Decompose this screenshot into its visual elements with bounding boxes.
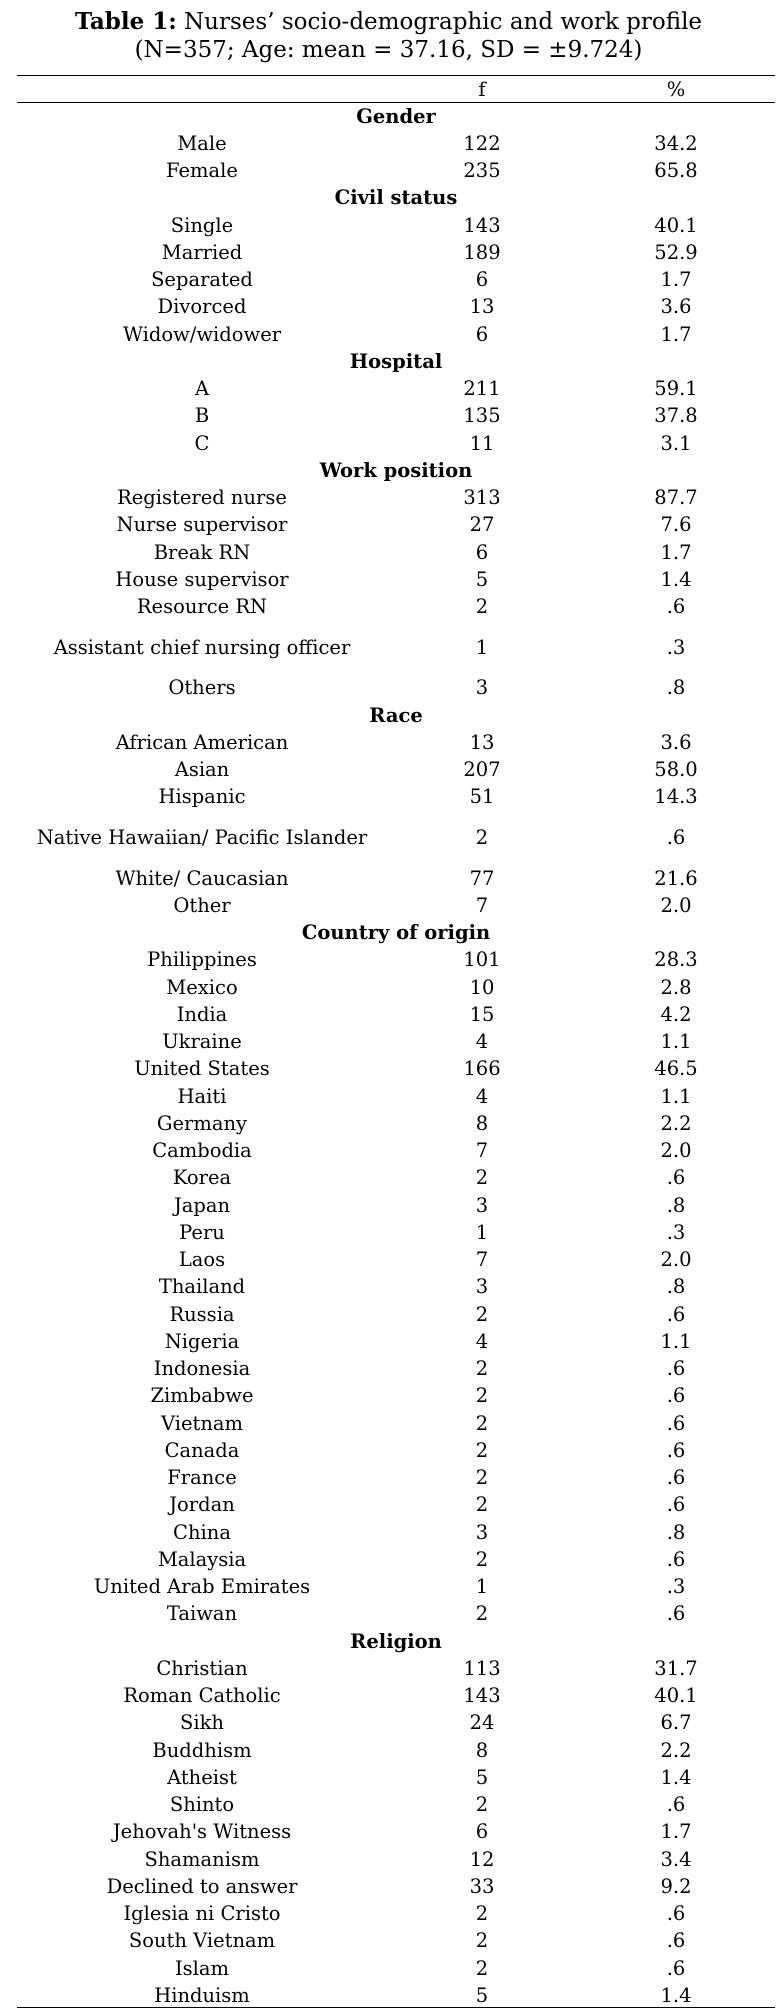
row-frequency: 11 <box>469 431 495 455</box>
section-title: Gender <box>356 104 436 128</box>
table-row <box>17 1764 775 1791</box>
row-frequency: 211 <box>463 377 501 401</box>
table-row <box>17 1873 775 1900</box>
table-row <box>17 485 775 512</box>
section-header-work-position <box>17 457 775 484</box>
row-percent: .6 <box>666 1902 686 1926</box>
row-percent: .8 <box>666 1520 686 1544</box>
row-label: United Arab Emirates <box>93 1575 311 1599</box>
table-row <box>17 1192 775 1219</box>
row-percent: .6 <box>666 1302 686 1326</box>
section-title: Hospital <box>349 349 443 373</box>
row-percent: 3.6 <box>660 295 692 319</box>
row-percent: 1.1 <box>660 1030 692 1054</box>
row-frequency: 1 <box>475 1575 489 1599</box>
table-header-row <box>17 78 775 103</box>
row-label: House supervisor <box>115 567 289 591</box>
section-title: Civil status <box>334 186 458 210</box>
section-header-gender <box>17 103 775 131</box>
table-row <box>17 947 775 974</box>
table-row <box>17 321 775 348</box>
row-frequency: 2 <box>475 1493 489 1517</box>
row-frequency: 143 <box>463 1684 501 1708</box>
row-percent: .3 <box>666 635 686 659</box>
row-label: Male <box>177 131 227 155</box>
table-row <box>17 403 775 430</box>
table-row <box>17 892 775 919</box>
row-frequency: 2 <box>475 1166 489 1190</box>
row-frequency: 189 <box>463 240 501 264</box>
section-title: Religion <box>350 1629 442 1653</box>
row-frequency: 2 <box>475 1902 489 1926</box>
table-row <box>17 1492 775 1519</box>
row-percent: 1.4 <box>660 1765 692 1789</box>
table-title: Nurses’ socio-demographic and work profile <box>184 9 703 35</box>
table-row <box>17 1737 775 1764</box>
table-row <box>17 1328 775 1355</box>
table-row <box>17 594 775 621</box>
row-percent: 1.7 <box>660 322 692 346</box>
row-percent: .6 <box>666 1793 686 1817</box>
row-percent: 1.7 <box>660 1820 692 1844</box>
table-row <box>17 376 775 403</box>
row-frequency: 101 <box>463 948 501 972</box>
row-frequency: 2 <box>475 1357 489 1381</box>
row-label: Hinduism <box>154 1983 250 2007</box>
row-label: Atheist <box>167 1765 237 1789</box>
row-label: Others <box>168 676 236 700</box>
row-label: Taiwan <box>166 1602 238 1626</box>
row-percent: .6 <box>666 1411 686 1435</box>
row-percent: 9.2 <box>660 1874 692 1898</box>
row-label: Vietnam <box>160 1411 244 1435</box>
table-bottom-rule <box>17 2007 775 2008</box>
table-row <box>17 1029 775 1056</box>
table-row <box>17 784 775 811</box>
table-row <box>17 865 775 892</box>
row-frequency: 6 <box>475 268 489 292</box>
row-percent: 1.1 <box>660 1329 692 1353</box>
table-row <box>17 512 775 539</box>
table-row <box>17 1955 775 1982</box>
section-title: Country of origin <box>301 921 491 945</box>
row-label: Single <box>170 213 234 237</box>
table-row <box>17 1138 775 1165</box>
row-percent: 52.9 <box>654 240 698 264</box>
row-frequency: 7 <box>475 893 489 917</box>
table-row <box>17 1982 775 2009</box>
table-row <box>17 1165 775 1192</box>
section-header-religion <box>17 1628 775 1655</box>
table-row <box>17 539 775 566</box>
row-percent: 1.1 <box>660 1084 692 1108</box>
row-frequency: 235 <box>463 159 501 183</box>
row-label: Germany <box>156 1111 248 1135</box>
table-row <box>17 1465 775 1492</box>
row-frequency: 5 <box>475 1765 489 1789</box>
row-frequency: 135 <box>463 404 501 428</box>
table-label: Table 1: <box>74 8 177 35</box>
table-row <box>17 1083 775 1110</box>
table-row <box>17 430 775 457</box>
row-percent: .6 <box>666 1166 686 1190</box>
row-frequency: 143 <box>463 213 501 237</box>
table-row <box>17 621 775 675</box>
row-label: Iglesia ni Cristo <box>123 1902 281 1926</box>
row-label: Break RN <box>153 540 251 564</box>
row-label: Married <box>161 240 243 264</box>
row-label: White/ Caucasian <box>115 866 289 890</box>
row-frequency: 2 <box>475 1411 489 1435</box>
row-percent: 1.4 <box>660 567 692 591</box>
row-label: Laos <box>178 1248 226 1272</box>
row-label: Canada <box>164 1438 240 1462</box>
row-percent: 7.6 <box>660 513 692 537</box>
section-header-country <box>17 920 775 947</box>
row-percent: 1.4 <box>660 1983 692 2007</box>
row-label: Separated <box>151 268 253 292</box>
row-frequency: 2 <box>475 1956 489 1980</box>
row-percent: 37.8 <box>654 404 698 428</box>
table-row <box>17 729 775 756</box>
table-row <box>17 130 775 157</box>
row-frequency: 5 <box>475 567 489 591</box>
table-row <box>17 267 775 294</box>
table-row <box>17 1928 775 1955</box>
row-frequency: 2 <box>475 1438 489 1462</box>
table-row <box>17 1901 775 1928</box>
row-label: A <box>194 377 210 401</box>
row-label: Zimbabwe <box>150 1384 254 1408</box>
table-row <box>17 158 775 185</box>
table-row <box>17 239 775 266</box>
row-frequency: 8 <box>475 1738 489 1762</box>
row-label: Sikh <box>180 1711 224 1735</box>
row-frequency: 2 <box>475 826 489 849</box>
row-percent: .6 <box>666 1357 686 1381</box>
row-frequency: 13 <box>469 730 495 754</box>
row-label: C <box>194 431 210 455</box>
row-frequency: 15 <box>469 1002 495 1026</box>
row-frequency: 77 <box>469 866 495 890</box>
table-row <box>17 566 775 593</box>
row-percent: 1.7 <box>660 540 692 564</box>
row-percent: 2.0 <box>660 1248 692 1272</box>
table-row <box>17 1274 775 1301</box>
row-percent: .6 <box>666 1547 686 1571</box>
row-percent: 58.0 <box>654 758 698 782</box>
row-frequency: 122 <box>463 131 501 155</box>
table-caption <box>0 8 777 64</box>
row-label: Korea <box>172 1166 232 1190</box>
row-percent: .8 <box>666 1275 686 1299</box>
row-frequency: 7 <box>475 1139 489 1163</box>
row-frequency: 2 <box>475 1793 489 1817</box>
table-row <box>17 974 775 1001</box>
row-frequency: 2 <box>475 1384 489 1408</box>
row-frequency: 3 <box>475 1275 489 1299</box>
row-percent: 31.7 <box>654 1656 698 1680</box>
row-percent: 40.1 <box>654 1684 698 1708</box>
table-row <box>17 1846 775 1873</box>
row-label: Mexico <box>166 975 238 999</box>
row-label: Native Hawaiian/ Pacific Islander <box>36 826 368 849</box>
row-frequency: 6 <box>475 322 489 346</box>
row-frequency: 3 <box>475 676 489 700</box>
row-label: Shamanism <box>144 1847 260 1871</box>
header-percent-column: % <box>577 78 775 103</box>
row-frequency: 12 <box>469 1847 495 1871</box>
row-percent: 3.4 <box>660 1847 692 1871</box>
row-percent: 87.7 <box>654 486 698 510</box>
row-frequency: 2 <box>475 1466 489 1490</box>
row-frequency: 3 <box>475 1520 489 1544</box>
row-frequency: 10 <box>469 975 495 999</box>
row-label: Shinto <box>169 1793 235 1817</box>
row-frequency: 13 <box>469 295 495 319</box>
table-subtitle: (N=357; Age: mean = 37.16, SD = ±9.724) <box>134 37 643 63</box>
row-label: France <box>167 1466 237 1490</box>
table-row <box>17 1546 775 1573</box>
row-label: Buddhism <box>152 1738 252 1762</box>
row-label: Nigeria <box>164 1329 240 1353</box>
row-label: Registered nurse <box>117 486 287 510</box>
row-label: Cambodia <box>152 1139 252 1163</box>
row-label: Divorced <box>157 295 247 319</box>
table-row <box>17 1219 775 1246</box>
table-row <box>17 1437 775 1464</box>
table-row <box>17 1056 775 1083</box>
section-header-race <box>17 702 775 729</box>
row-percent: .6 <box>666 595 686 619</box>
row-label: Jehovah's Witness <box>112 1820 292 1844</box>
row-label: China <box>173 1520 231 1544</box>
table-row <box>17 1574 775 1601</box>
row-label: Other <box>173 893 231 917</box>
row-percent: .3 <box>666 1220 686 1244</box>
table-row <box>17 675 775 702</box>
row-frequency: 5 <box>475 1983 489 2007</box>
row-percent: .3 <box>666 1575 686 1599</box>
row-frequency: 2 <box>475 1602 489 1626</box>
table-row <box>17 1383 775 1410</box>
row-label: India <box>176 1002 228 1026</box>
row-frequency: 6 <box>475 1820 489 1844</box>
row-percent: .6 <box>666 1956 686 1980</box>
table-row <box>17 1655 775 1682</box>
row-percent: 46.5 <box>654 1057 698 1081</box>
row-frequency: 4 <box>475 1329 489 1353</box>
row-frequency: 3 <box>475 1193 489 1217</box>
profile-table <box>17 78 775 2010</box>
table-row <box>17 294 775 321</box>
table-row <box>17 1001 775 1028</box>
table-row <box>17 1247 775 1274</box>
row-label: Hispanic <box>158 785 246 809</box>
row-percent: 2.0 <box>660 1139 692 1163</box>
row-frequency: 8 <box>475 1111 489 1135</box>
row-percent: .6 <box>666 1929 686 1953</box>
row-frequency: 4 <box>475 1030 489 1054</box>
row-label: African American <box>115 730 289 754</box>
row-percent: 65.8 <box>654 159 698 183</box>
row-label: Widow/widower <box>122 322 282 346</box>
row-percent: 4.2 <box>660 1002 692 1026</box>
table-row <box>17 811 775 865</box>
row-label: Female <box>166 159 238 183</box>
table-row <box>17 1110 775 1137</box>
row-percent: 6.7 <box>660 1711 692 1735</box>
row-label: Philippines <box>147 948 257 972</box>
table-row <box>17 212 775 239</box>
row-frequency: 51 <box>469 785 495 809</box>
row-percent: 59.1 <box>654 377 698 401</box>
row-percent: .6 <box>666 1384 686 1408</box>
row-label: Thailand <box>158 1275 246 1299</box>
row-label: Indonesia <box>153 1357 251 1381</box>
row-label: Haiti <box>177 1084 227 1108</box>
row-label: Ukraine <box>162 1030 242 1054</box>
row-percent: 2.8 <box>660 975 692 999</box>
table-row <box>17 757 775 784</box>
table-row <box>17 1683 775 1710</box>
row-percent: 2.0 <box>660 893 692 917</box>
row-percent: 21.6 <box>654 866 698 890</box>
row-label: United States <box>134 1057 270 1081</box>
section-title: Race <box>369 703 423 727</box>
table-row <box>17 1519 775 1546</box>
row-frequency: 1 <box>475 635 489 659</box>
row-percent: 1.7 <box>660 268 692 292</box>
row-label: South Vietnam <box>128 1929 276 1953</box>
table-row <box>17 1710 775 1737</box>
table-row <box>17 1601 775 1628</box>
row-percent: .6 <box>666 1466 686 1490</box>
section-header-hospital <box>17 348 775 375</box>
row-label: Roman Catholic <box>123 1684 281 1708</box>
row-percent: 34.2 <box>654 131 698 155</box>
row-frequency: 207 <box>463 758 501 782</box>
row-percent: 3.1 <box>660 431 692 455</box>
row-label: Assistant chief nursing officer <box>53 635 351 659</box>
row-frequency: 2 <box>475 1929 489 1953</box>
row-label: Declined to answer <box>106 1874 298 1898</box>
section-header-civil-status <box>17 185 775 212</box>
table-row <box>17 1819 775 1846</box>
row-frequency: 1 <box>475 1220 489 1244</box>
table-row <box>17 1410 775 1437</box>
row-frequency: 7 <box>475 1248 489 1272</box>
table-row <box>17 1356 775 1383</box>
row-percent: .6 <box>666 826 686 849</box>
header-frequency-column: f <box>387 78 577 103</box>
row-label: Islam <box>174 1956 230 1980</box>
row-percent: 2.2 <box>660 1111 692 1135</box>
table-body <box>17 103 775 2010</box>
row-percent: .8 <box>666 676 686 700</box>
row-label: Resource RN <box>136 595 268 619</box>
row-label: Malaysia <box>157 1547 247 1571</box>
row-percent: .6 <box>666 1438 686 1462</box>
row-label: Peru <box>179 1220 225 1244</box>
row-percent: 3.6 <box>660 730 692 754</box>
row-frequency: 166 <box>463 1057 501 1081</box>
row-percent: .6 <box>666 1602 686 1626</box>
row-label: Asian <box>174 758 230 782</box>
row-percent: .8 <box>666 1193 686 1217</box>
row-frequency: 27 <box>469 513 495 537</box>
row-percent: 14.3 <box>654 785 698 809</box>
row-label: Nurse supervisor <box>116 513 288 537</box>
row-label: Japan <box>173 1193 231 1217</box>
row-frequency: 113 <box>463 1656 501 1680</box>
row-frequency: 2 <box>475 595 489 619</box>
row-frequency: 2 <box>475 1302 489 1326</box>
row-label: Jordan <box>169 1493 235 1517</box>
row-frequency: 4 <box>475 1084 489 1108</box>
section-title: Work position <box>319 458 473 482</box>
row-frequency: 2 <box>475 1547 489 1571</box>
row-frequency: 24 <box>469 1711 495 1735</box>
table-row <box>17 1792 775 1819</box>
row-percent: .6 <box>666 1493 686 1517</box>
row-label: Christian <box>156 1656 248 1680</box>
table-top-rule <box>17 75 775 76</box>
row-label: B <box>194 404 210 428</box>
table-row <box>17 1301 775 1328</box>
row-percent: 28.3 <box>654 948 698 972</box>
header-label-column <box>17 78 387 103</box>
row-label: Russia <box>169 1302 235 1326</box>
row-frequency: 6 <box>475 540 489 564</box>
row-percent: 40.1 <box>654 213 698 237</box>
row-frequency: 313 <box>463 486 501 510</box>
row-percent: 2.2 <box>660 1738 692 1762</box>
row-frequency: 33 <box>469 1874 495 1898</box>
